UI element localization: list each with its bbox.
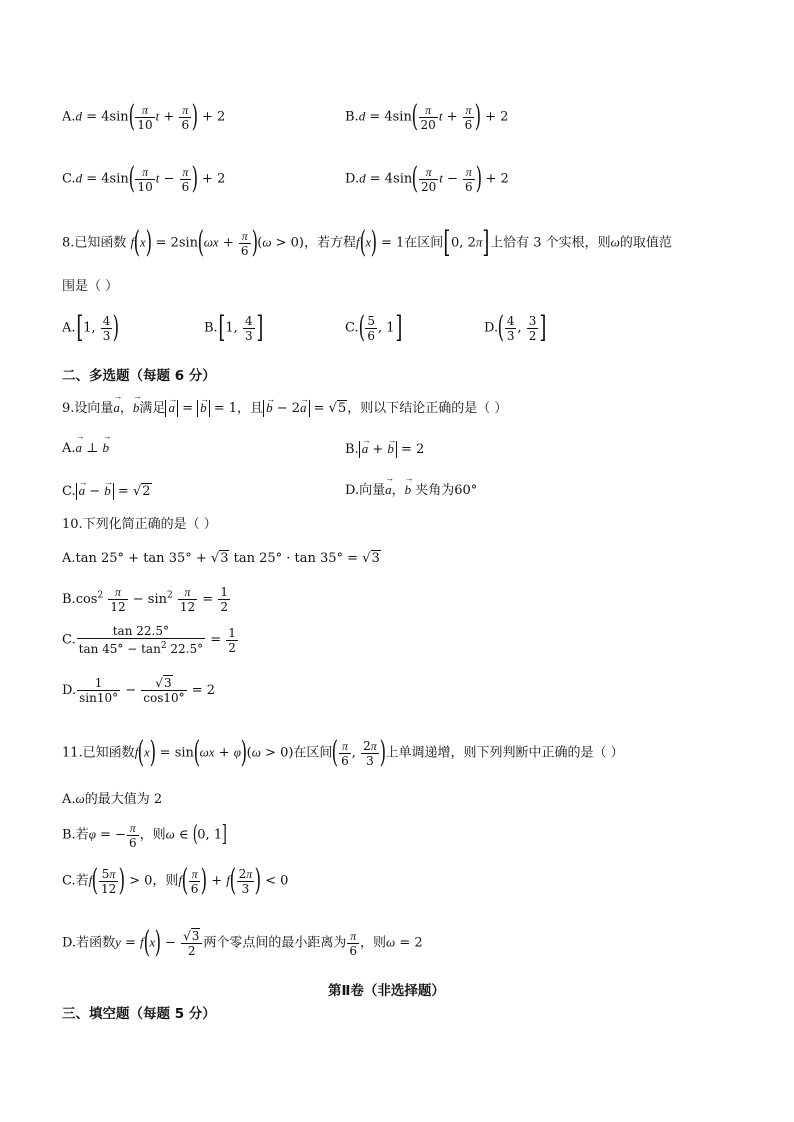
- q11-option-b: B.若φ = − $\frac{\pi}{6}$ ，则ω ∈ (0, 1]: [62, 820, 227, 850]
- part-two-heading: 第Ⅱ卷（非选择题）: [328, 983, 445, 999]
- q10-option-b: $B.\cos^2$ $\frac{\pi}{12}$ − $\sin^2$ $\frac{\pi}{12}$ = $\frac{1}{2}$: [62, 585, 228, 614]
- q7-option-b: B.d = 4sin( $\frac{\pi}{20}$ t + $\frac{\pi}{6}$ ) + 2: [345, 99, 509, 134]
- q8-option-c: C.( $\frac{5}{6}$ , 1]: [345, 310, 402, 345]
- q11-stem: 11.已知函数f(x) = sin(ωx + φ)(ω > 0)在区间( $\frac{\pi}{6}$ , $\frac{2\pi}{3}$ )上单调递增，则下列判断中正确的是（ ）: [62, 735, 624, 770]
- q11-option-a: A.ω的最大值为 2: [62, 791, 163, 807]
- q8-option-a: A.[1, $\frac{4}{3}$ ): [62, 310, 120, 345]
- q9-option-a: A.→ a ⊥ → b: [62, 441, 109, 455]
- q8-stem: 8.已知函数 f(x) = 2sin(ωx + $\frac{\pi}{6}$ )(ω > 0)，若方程f(x) = 1在区间[0, 2π]上恰有 3 个实根，则ω的取值范: [62, 225, 672, 260]
- q9-option-d: D.向量→ a，→ b 夹角为60°: [345, 483, 477, 497]
- q9-option-c: C.→ a − → b = √2: [62, 483, 152, 500]
- q8-stem-line2: 围是（ ）: [62, 279, 119, 294]
- q10-option-c: C. $\frac{\tan 22.5^\circ}{\tan 45^\circ - \tan^2 22.5^\circ}$ = $\frac{1}{2}$: [62, 624, 236, 656]
- q8-option-b: B.[1, $\frac{4}{3}$ ]: [204, 310, 263, 345]
- q10-option-d: D. $\frac{1}{\sin 10^\circ}$ − $\frac{√3}{\cos 10^\circ}$ = 2: [62, 676, 216, 705]
- q7-option-a: A.d = 4sin( $\frac{\pi}{10}$ t + $\frac{\pi}{6}$ ) + 2: [62, 99, 226, 134]
- q7-option-c: C.d = 4sin( $\frac{\pi}{10}$ t − $\frac{\pi}{6}$ ) + 2: [62, 161, 226, 196]
- q10-option-a: A.tan 25° + tan 35° + √3 tan 25° · tan 35° = √3: [62, 551, 380, 566]
- q11-option-c: C.若f( $\frac{5\pi}{12}$ ) > 0，则f( $\frac{\pi}{6}$ ) + f( $\frac{2\pi}{3}$ ) < 0: [62, 863, 289, 898]
- section-multiple-choice-heading: 二、多选题（每题 6 分）: [62, 368, 216, 384]
- q10-stem: 10.下列化简正确的是（ ）: [62, 517, 217, 532]
- q9-option-b: B.→ a + → b = 2: [345, 441, 424, 458]
- q11-option-d: D.若函数y = f(x) − $\frac{√3}{2}$ 两个零点间的最小距离为 $\frac{\pi}{6}$ ，则ω = 2: [62, 925, 423, 960]
- section-fill-in-heading: 三、填空题（每题 5 分）: [62, 1006, 216, 1022]
- q8-option-d: D.( $\frac{4}{3}$ , $\frac{3}{2}$ ]: [484, 310, 547, 345]
- q7-option-d: D.d = 4sin( $\frac{\pi}{20}$ t − $\frac{\pi}{6}$ ) + 2: [345, 161, 509, 196]
- q9-stem: 9.设向量→ a，→ b满足→ a = → b = 1，且→ b − 2→ a = √5，则以下结论正确的是（ ）: [62, 400, 507, 417]
